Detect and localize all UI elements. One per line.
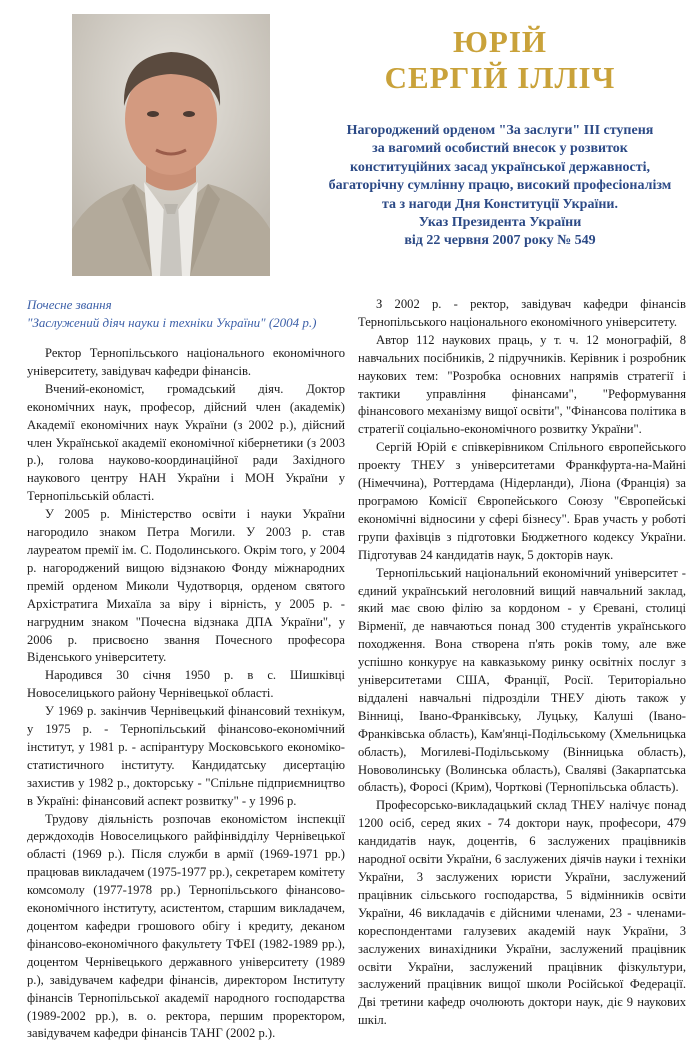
person-name: [380, 24, 620, 96]
award-line: конституційних засад української державності,: [349, 159, 651, 175]
paragraph: У 2005 р. Міністерство освіти і науки України нагородило знаком Петра Могили. У 2003 р. став лауреатом премії ім. С. Подолинського. Окрім того, у 2004 р. нагороджений вищою відзнакою Фонду міжнародних премій орденом Миколи Чудотворця, орденом святого Архістратига Михаїла за віру і вірність, у 2005 р. - нагрудним знаком "Почесна відзнака ДПА України", у 2006 р. присвоєно звання Почесного професора Віденського університету.: [27, 507, 345, 665]
award-line: за вагомий особистий внесок у розвиток: [372, 141, 628, 157]
paragraph: Вчений-економіст, громадський діяч. Доктор економічних наук, професор, дійсний член (академік) Академії економічних наук України (з 2002 р.), дійсний член Української академії економічної кібернетики (з 2003 р.), голова науково-координаційної ради Західного наукового центру НАН України і МОН України у Тернопільській області.: [27, 381, 345, 504]
paragraph: Сергій Юрій є співкерівником Спільного європейського проекту ТНЕУ з університетами Франкфурта-на-Майні (Німеччина), Роттердама (Нідерланди), Ліона (Франція) за програмою Комісії Європейського Союзу "Європейські економічні відносини у сфері бізнесу". Брав участь у роботі групи фахівців з підготовки Бюджетного кодексу України. Підготував 24 кандидатів наук, 5 докторів наук.: [358, 440, 686, 562]
paragraph: Автор 112 наукових праць, у т. ч. 12 монографій, 8 навчальних посібників, 2 підручників. Керівник і розробник наукових тем: "Розробка основних напрямів стратегії і тактики управління фінансами", "Реформування фінансового механізму вищої освіти", "Фінансова політика в стратегії соціально-економічного розвитку України".: [358, 332, 686, 437]
paragraph: Тернопільський національний економічний університет - єдиний український неголовний вищий навчальний заклад, який має свою філію за кордоном - у Єревані, столиці Вірменії, де навчаються понад 300 студентів українського походження. Вона створена п'ять років тому, але вже успішно конкурує на кавказькому ринку освітніх послуг з університетами США, Франції, Росії. Територіально віддалені навчальні підрозділи ТНЕУ діють також у Вінниці, Івано-Франківську, Луцьку, Калуші (Івано-Франківська область), Кам'янці-Подільському (Хмельницька область), Могилеві-Подільському (Вінницька область), Нововолинську (Волинська область), Сваляві (Закарпатська область), Форосі (Крим), Чорткові (Тернопільська область).: [358, 565, 686, 795]
name-line-1: ЮРІЙ: [452, 24, 548, 59]
honorary-title: [27, 296, 357, 332]
honor-label: Почесне звання: [27, 297, 112, 312]
award-line: багаторічну сумлінну працю, високий професіоналізм: [328, 178, 672, 194]
paragraph: Професорсько-викладацький склад ТНЕУ налічує понад 1200 осіб, серед яких - 74 доктори наук, професори, 479 кандидатів наук, доцентів, 6 заслужених працівників народної освіти України, 6 заслужених діячів науки і техніки України, 3 заслужених юристи України, заслужений працівник сільського господарства, 5 відмінників освіти України, 46 викладачів є дійсними членами, 23 - членами-кореспондентами галузевих академій наук України, 3 заслужених винахідники України, заслужений працівник освіти України, заслужений працівник фізкультури, заслужений працівник вищої школи Російської Федерації. Дві третини кафедр очолюють доктори наук, діє 9 наукових шкіл.: [358, 798, 686, 1028]
paragraph: З 2002 р. - ректор, завідувач кафедри фінансів Тернопільського національного економічного університету.: [358, 297, 686, 329]
honor-value: "Заслужений діяч науки і техніки України" (2004 р.): [27, 315, 317, 330]
portrait-photo: [72, 14, 270, 276]
award-text: [312, 122, 688, 251]
award-line: та з нагоди Дня Конституції України.: [382, 196, 618, 212]
right-column: [358, 296, 686, 1030]
left-column: [27, 345, 345, 1043]
paragraph: Народився 30 січня 1950 р. в с. Шишківці Новоселицького району Чернівецької області.: [27, 668, 345, 701]
portrait-illustration: [72, 14, 270, 276]
paragraph: Ректор Тернопільського національного економічного університету, завідувач кафедри фінансів.: [27, 346, 345, 378]
name-line-2: СЕРГІЙ ІЛЛІЧ: [384, 60, 616, 95]
paragraph: У 1969 р. закінчив Чернівецький фінансовий технікум, у 1975 р. - Тернопільський фінансово-економічний інститут, у 1981 р. - аспірантуру Московського економіко-статистичного інституту. Кандидатську дисертацію захистив у 1982 р., докторську - "Спільне підприємництво в Україні: фінансовий аспект розвитку" - у 1996 р.: [27, 704, 345, 808]
award-line: від 22 червня 2007 року № 549: [404, 233, 596, 249]
paragraph: Трудову діяльність розпочав економістом інспекції держдоходів Новоселицького райфінвідділу Чернівецької області (1969 р.). Після служби в армії (1969-1971 рр.) працював викладачем (1975-1977 рр.), секретарем комітету комсомолу (1977-1978 рр.) Тернопільського фінансово-економічного інституту, асистентом, старшим викладачем, доцентом кафедри грошового обігу і кредиту, деканом фінансово-економічного факультету ТФЕІ (1982-1989 рр.), доцентом Чернівецького державного університету (1989 р.), завідувачем кафедри фінансів, директором Інституту фінансів Тернопільської академії народного господарства (1989-2002 рр.), в. о. ректора, першим проректором, завідувачем кафедри фінансів ТАНГ (2002 р.).: [27, 811, 345, 1041]
award-line: Нагороджений орденом "За заслуги" ІІІ ступеня: [346, 123, 654, 138]
award-line: Указ Президента України: [418, 215, 582, 231]
